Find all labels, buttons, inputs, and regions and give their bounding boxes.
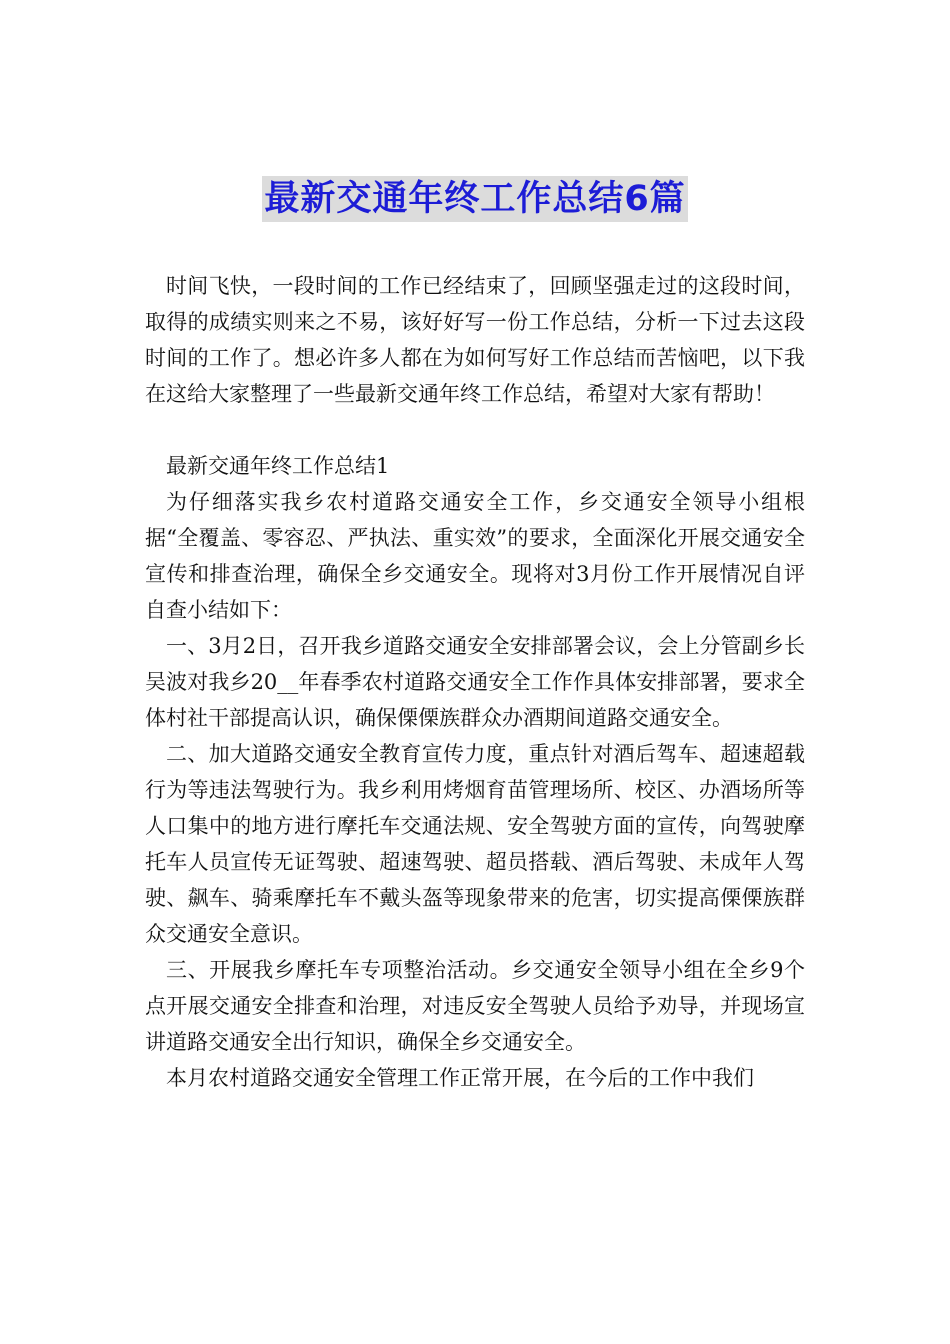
- body-paragraph: 一、3月2日，召开我乡道路交通安全安排部署会议，会上分管副乡长吴波对我乡20__年春季农村道路交通安全工作作具体安排部署，要求全体村社干部提高认识，确保傈傈族群众办酒期间道路交通安全。: [145, 634, 805, 730]
- title-container: [0, 176, 950, 222]
- document-title: 最新交通年终工作总结6篇: [262, 176, 687, 222]
- body-paragraph: 二、加大道路交通安全教育宣传力度，重点针对酒后驾车、超速超载行为等违法驾驶行为。我乡利用烤烟育苗管理场所、校区、办酒场所等人口集中的地方进行摩托车交通法规、安全驾驶方面的宣传，向驾驶摩托车人员宣传无证驾驶、超速驾驶、超员搭载、酒后驾驶、未成年人驾驶、飙车、骑乘摩托车不戴头盔等现象带来的危害，切实提高傈傈族群众交通安全意识。: [145, 742, 805, 946]
- body-paragraph: 为仔细落实我乡农村道路交通安全工作，乡交通安全领导小组根据“全覆盖、零容忍、严执法、重实效”的要求，全面深化开展交通安全宣传和排查治理，确保全乡交通安全。现将对3月份工作开展情况自评自查小结如下：: [145, 490, 805, 622]
- body-paragraph: 三、开展我乡摩托车专项整治活动。乡交通安全领导小组在全乡9个点开展交通安全排查和治理，对违反安全驾驶人员给予劝导，并现场宣讲道路交通安全出行知识，确保全乡交通安全。: [145, 958, 805, 1054]
- paragraph-gap: [145, 412, 805, 448]
- document-body: [145, 268, 805, 1096]
- intro-paragraph: 时间飞快，一段时间的工作已经结束了，回顾坚强走过的这段时间，取得的成绩实则来之不易，该好好写一份工作总结，分析一下过去这段时间的工作了。想必许多人都在为如何写好工作总结而苦恼吧，以下我在这给大家整理了一些最新交通年终工作总结，希望对大家有帮助！: [145, 274, 805, 406]
- section-heading: 最新交通年终工作总结1: [166, 454, 390, 478]
- body-paragraph: 本月农村道路交通安全管理工作正常开展，在今后的工作中我们: [166, 1066, 754, 1090]
